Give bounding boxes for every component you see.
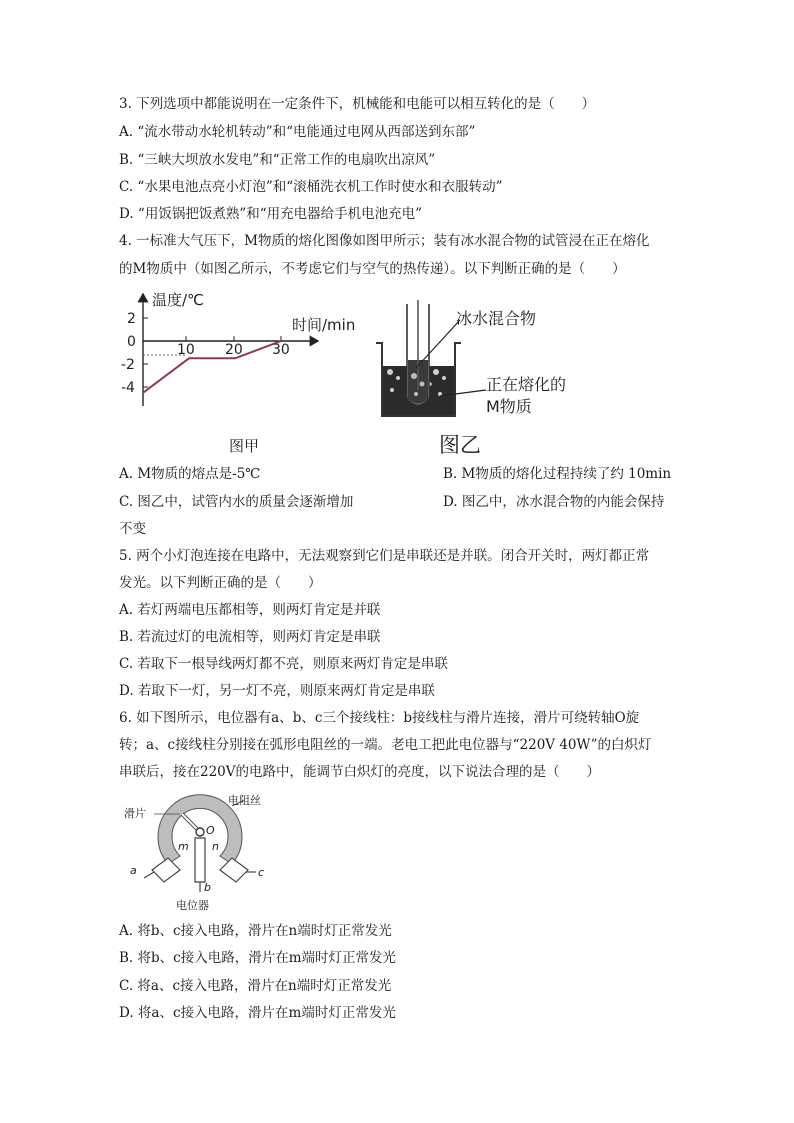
x-tick-30: 30 [272, 342, 290, 358]
y-tick-neg4: -4 [121, 380, 135, 396]
terminal-c [220, 858, 248, 882]
y-tick-neg2: -2 [121, 357, 135, 373]
melting-graph [118, 288, 368, 418]
slider-label: 滑片 [124, 807, 146, 820]
q3-option-d: D. “用饭锅把饭煮熟”和“用充电器给手机电池充电” [119, 206, 423, 222]
q4-option-d-continued: 不变 [119, 521, 146, 537]
q4-stem-line1: 4. 一标准大气压下，M物质的熔化图像如图甲所示；装有冰水混合物的试管浸在正在熔化 [119, 233, 650, 249]
q3-option-c: C. “水果电池点亮小灯泡”和“滚桶洗衣机工作时使水和衣服转动” [119, 179, 503, 195]
melting-label-2: M物质 [486, 397, 532, 416]
q6-option-d: D. 将a、c接入电路，滑片在m端时灯正常发光 [119, 1005, 396, 1021]
potentiometer-figure [124, 790, 274, 915]
q5-stem-line2: 发光。以下判断正确的是（ ） [119, 575, 322, 591]
q5-stem-line1: 5. 两个小灯泡连接在电路中，无法观察到它们是串联还是并联。闭合开关时，两灯都正常 [119, 548, 650, 564]
y-tick-0: 0 [127, 334, 136, 350]
q6-option-c: C. 将a、c接入电路，滑片在n端时灯正常发光 [119, 978, 392, 994]
q5-option-b: B. 若流过灯的电流相等，则两灯肯定是串联 [119, 629, 381, 645]
q3-option-b: B. “三峡大坝放水发电”和“正常工作的电扇吹出凉风” [119, 152, 436, 168]
ice-water-label: 冰水混合物 [456, 309, 537, 328]
figure-yi-caption: 图乙 [439, 433, 481, 457]
a-label: a [130, 864, 137, 877]
q3-option-a: A. “流水带动水轮机转动”和“电能通过电网从西部送到东部” [119, 124, 476, 140]
q6-stem-line2: 转；a、c接线柱分别接在弧形电阻丝的一端。老电工把此电位器与“220V 40W”的白炽灯 [119, 737, 652, 753]
m-label: m [178, 840, 189, 853]
x-axis-label: 时间/min [292, 316, 356, 334]
x-tick-20: 20 [225, 342, 243, 358]
o-label: O [206, 824, 215, 837]
b-label: b [204, 881, 211, 894]
y-tick-2: 2 [127, 311, 136, 327]
q6-option-b: B. 将b、c接入电路，滑片在m端时灯正常发光 [119, 950, 397, 966]
resistance-wire-label: 电阻丝 [228, 794, 261, 807]
q4-option-a: A. M物质的熔点是-5℃ [119, 466, 261, 482]
potentiometer-caption: 电位器 [176, 899, 209, 912]
q6-stem-line3: 串联后，接在220V的电路中，能调节白炽灯的亮度，以下说法合理的是（ ） [119, 764, 601, 780]
terminal-a [152, 858, 180, 882]
q5-option-c: C. 若取下一根导线两灯都不亮，则原来两灯肯定是串联 [119, 656, 448, 672]
q6-stem-line1: 6. 如下图所示，电位器有a、b、c三个接线柱：b接线柱与滑片连接，滑片可绕转轴O旋 [119, 710, 640, 726]
q4-stem-line2: 的M物质中（如图乙所示，不考虑它们与空气的热传递）。以下判断正确的是（ ） [119, 261, 626, 277]
q3-stem: 3. 下列选项中都能说明在一定条件下，机械能和电能可以相互转化的是（ ） [119, 96, 596, 112]
y-axis-label: 温度/℃ [152, 291, 204, 309]
c-label: c [258, 866, 265, 879]
pivot-o [196, 828, 204, 836]
melting-curve [143, 341, 281, 393]
q5-option-d: D. 若取下一灯，另一灯不亮，则原来两灯肯定是串联 [119, 683, 435, 699]
q4-option-b: B. M物质的熔化过程持续了约 10min [443, 466, 672, 482]
q6-option-a: A. 将b、c接入电路，滑片在n端时灯正常发光 [119, 923, 392, 939]
n-label: n [212, 840, 219, 853]
melting-label-1: 正在熔化的 [486, 375, 567, 394]
beaker-figure [368, 298, 588, 428]
x-tick-10: 10 [177, 342, 195, 358]
terminal-b [195, 838, 205, 882]
q4-option-d: D. 图乙中，冰水混合物的内能会保持 [443, 494, 665, 510]
q5-option-a: A. 若灯两端电压都相等，则两灯肯定是并联 [119, 602, 381, 618]
q4-option-c: C. 图乙中，试管内水的质量会逐渐增加 [119, 494, 354, 510]
figure-jia-caption: 图甲 [229, 437, 260, 455]
